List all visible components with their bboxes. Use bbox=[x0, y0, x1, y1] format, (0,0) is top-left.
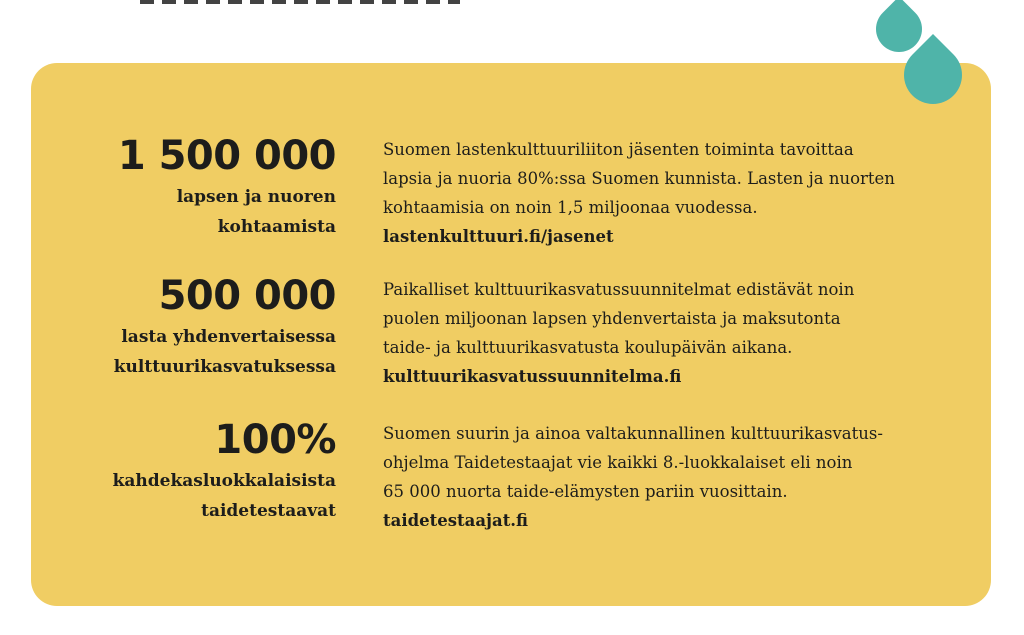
stat-label bbox=[177, 182, 336, 242]
description-line: lapsia ja nuoria 80%:ssa Suomen kunnista. Lasten ja nuorten bbox=[383, 169, 895, 188]
description-line: puolen miljoonan lapsen yhdenvertaista ja maksutonta bbox=[383, 309, 841, 328]
stat-label bbox=[114, 322, 336, 382]
stat-label-line: taidetestaavat bbox=[201, 501, 336, 521]
stat-description bbox=[383, 419, 963, 535]
stat-link[interactable]: taidetestaajat.fi bbox=[383, 511, 529, 530]
stat-number: 500 000 bbox=[158, 273, 336, 319]
description-line: Paikalliset kulttuurikasvatussuunnitelmat edistävät noin bbox=[383, 280, 855, 299]
description-line: Suomen lastenkulttuuriliiton jäsenten toiminta tavoittaa bbox=[383, 140, 854, 159]
stat-label bbox=[113, 466, 336, 526]
stat-label-line: kulttuurikasvatuksessa bbox=[113, 357, 336, 377]
stat-description bbox=[383, 135, 963, 251]
stat-number: 100% bbox=[214, 417, 336, 463]
stat-block-culture-education-plans bbox=[0, 272, 1024, 402]
description-line: 65 000 nuorta taide-elämysten pariin vuosittain. bbox=[383, 482, 788, 501]
stat-description bbox=[383, 275, 963, 391]
description-line: taide- ja kulttuurikasvatusta koulupäivän aikana. bbox=[383, 338, 793, 357]
stat-block-members-reach bbox=[0, 132, 1024, 262]
stat-link[interactable]: kulttuurikasvatussuunnitelma.fi bbox=[383, 367, 682, 386]
stat-label-line: kahdekasluokkalaisista bbox=[112, 471, 336, 491]
description-line: Suomen suurin ja ainoa valtakunnallinen kulttuurikasvatus- bbox=[383, 424, 883, 443]
stat-label-line: lapsen ja nuoren bbox=[176, 187, 336, 207]
description-line: kohtaamisia on noin 1,5 miljoonaa vuodessa. bbox=[383, 198, 758, 217]
stat-number: 1 500 000 bbox=[117, 133, 336, 179]
stat-block-art-testers bbox=[0, 416, 1024, 546]
description-line: ohjelma Taidetestaajat vie kaikki 8.-luokkalaiset eli noin bbox=[383, 453, 853, 472]
stat-label-line: kohtaamista bbox=[217, 217, 336, 237]
stat-label-line: lasta yhdenvertaisessa bbox=[121, 327, 336, 347]
stat-link[interactable]: lastenkulttuuri.fi/jasenet bbox=[383, 227, 614, 246]
cropped-heading-text bbox=[140, 0, 460, 4]
